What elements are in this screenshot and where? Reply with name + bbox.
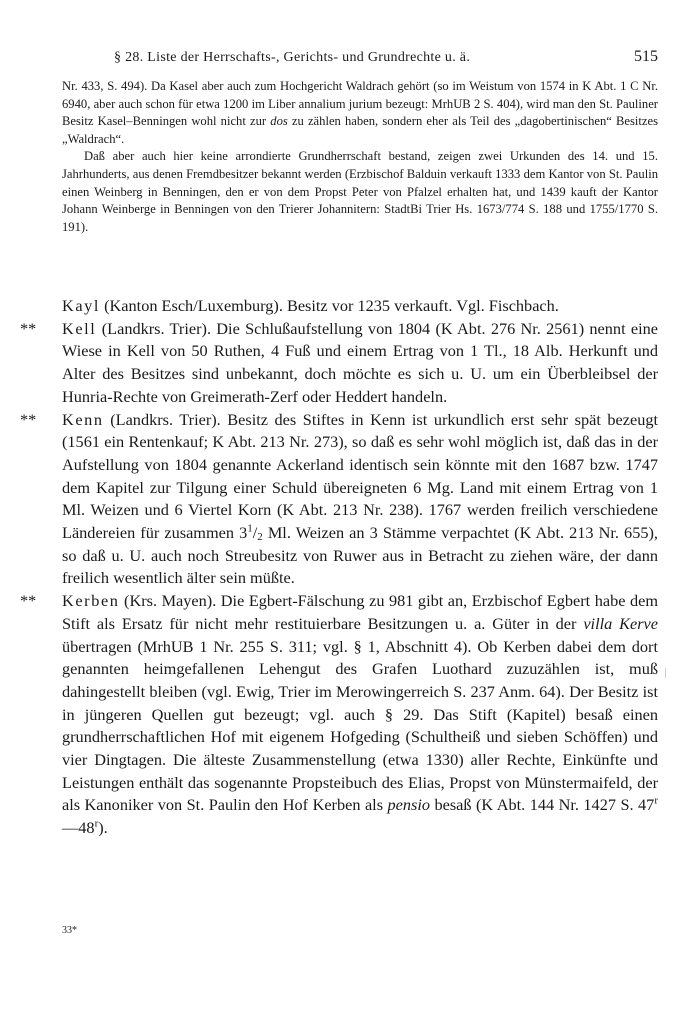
entry-list (20, 295, 658, 840)
entry-kayl (46, 295, 658, 318)
fraction-numerator: 1 (247, 522, 253, 535)
running-header (62, 50, 658, 72)
fraction-denominator: 2 (257, 531, 263, 544)
running-title: § 28. Liste der Herrschafts-, Gerichts- und Grundrechte u. ä. (114, 50, 471, 65)
entry-keyword-kell: Kell (62, 318, 97, 338)
double-asterisk-marker: ** (20, 318, 37, 338)
scan-speck (665, 668, 666, 678)
entry-text-kell: (Landkrs. Trier). Die Schlußaufstellung von 1804 (K Abt. 276 Nr. 2561) nennt eine Wiese in Kell von 50 Ruthen, 4 Fuß und einem Ertrag von 1 Tl., 18 Alb. Herkunft und Alter des Besitzes sind unbekannt, doch möchte es sich u. U. um ein Überbleibsel der Hunria-Rechte von Greimerath-Zerf oder Heddert handeln. (62, 318, 658, 406)
italic-term-dos: dos (270, 114, 288, 129)
entry-text-kayl: (Kanton Esch/Luxemburg). Besitz vor 1235 verkauft. Vgl. Fischbach. (100, 296, 559, 315)
small-print-paragraph-1: Nr. 433, S. 494). Da Kasel aber auch zum Hochgericht Waldrach gehört (so im Weistum von 1574 in K Abt. 1 C Nr. 6940, aber auch schon für etwa 1200 im Liber annalium jurium bezeugt: MrhUB 2 S. 404), wird man den St. Pauliner Besitz Kasel–Benningen wohl nicht zur dos zu zählen haben, sondern eher als Teil des „dagobertinischen“ Besitzes „Waldrach“. (62, 79, 658, 146)
small-print-paragraph-2: Daß aber auch hier keine arrondierte Grundherrschaft bestand, zeigen zwei Urkunden des 14. und 15. Jahrhunderts, aus denen Fremdbesitzer bekannt werden (Erzbischof Balduin verkauft 1333 dem Kantor von St. Paulin einen Weinberg in Benningen, den er von dem Propst Peter von Pfalzel erhalten hat, und 1439 kauft der Kantor Johann Weinberge in Benningen von den Trierer Johannitern: StadtBi Trier Hs. 1673/774 S. 188 und 1755/1770 S. 191). (62, 149, 658, 234)
page-number: 515 (634, 48, 658, 65)
superscript-recto: r (94, 817, 99, 830)
entry-keyword-kerben: Kerben (62, 591, 120, 611)
printer-signature-mark: 33* (62, 925, 77, 936)
small-print-block (62, 78, 658, 236)
entry-keyword-kayl: Kayl (62, 296, 101, 315)
italic-term-villa-kerve: villa Kerve (583, 613, 658, 633)
double-asterisk-marker: ** (20, 409, 37, 429)
entry-keyword-kenn: Kenn (62, 409, 104, 429)
double-asterisk-marker: ** (20, 591, 37, 611)
superscript-recto: r (654, 795, 658, 808)
entry-kerben: ** Kerben (Krs. Mayen). Die Egbert-Fälschung zu 981 gibt an, Erzbischof Egbert habe dem Stift als Ersatz für nicht mehr restituierbare Besitzungen u. a. Güter in der villa Kerve übertragen (MrhUB 1 Nr. 255 S. 311; vgl. § 1, Abschnitt 4). Ob Kerben dabei dem dort genannten heimgefallenen Lehengut des Grafen Luothard zuzuzählen ist, muß dahingestellt bleiben (vgl. Ewig, Trier im Merowingerreich S. 237 Anm. 64). Der Besitz ist in jüngeren Quellen gut bezeugt; vgl. auch § 29. Das Stift (Kapitel) besaß einen grundherrschaftlichen Hof mit eigenem Hofgeding (Schultheiß und sieben Schöffen) und vier Dingtagen. Die älteste Zusammenstellung (etwa 1330) aller Rechte, Einkünfte und Leistungen enthält das sogenannte Propsteibuch des Elias, Propst von Münstermaifeld, der als Kanoniker von St. Paulin den Hof Kerben als pensio besaß (K Abt. 144 Nr. 1427 S. 47$^r$—48$^r$). (20, 591, 658, 838)
entry-kenn: ** Kenn (Landkrs. Trier). Besitz des Stiftes in Kenn ist urkundlich erst sehr spät bezeugt (1561 ein Rentenkauf; K Abt. 213 Nr. 273), so daß es sehr wohl möglich ist, daß das in der Aufstellung von 1804 genannte Ackerland identisch sein könnte mit den 1687 bzw. 1747 dem Kapitel zur Tilgung einer Schuld übereigneten 6 Mg. Land mit einem Ertrag von 1 Ml. Weizen und 6 Viertel Korn (K Abt. 213 Nr. 238). 1767 werden freilich verschiedene Ländereien für zusammen $3^1/_2$ Ml. Weizen an 3 Stämme verpachtet (K Abt. 213 Nr. 655), so daß u. U. auch noch Streubesitz von Ruwer aus in Betracht zu ziehen wäre, der dann freilich wesentlich älter sein müßte. (20, 409, 658, 588)
italic-term-pensio: pensio (387, 795, 431, 815)
entry-kell (20, 318, 658, 409)
